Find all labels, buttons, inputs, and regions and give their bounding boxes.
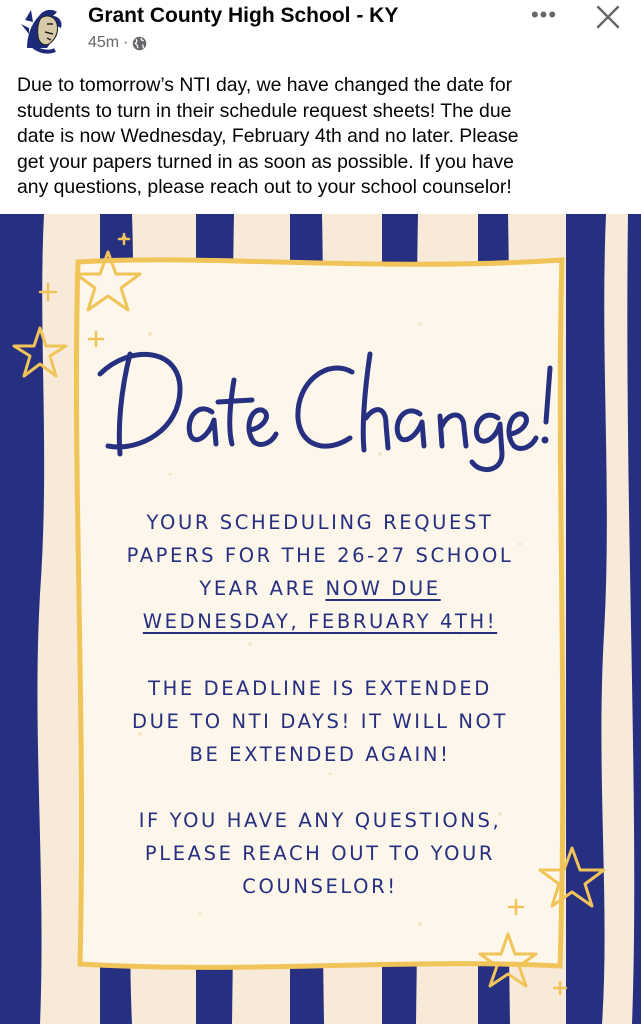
post-text-line: date is now Wednesday, February 4th and no later. Please (17, 125, 519, 148)
notice-block-1 (40, 506, 600, 638)
notice-line (40, 572, 600, 605)
notice-line: COUNSELOR! (242, 875, 398, 898)
post-text (17, 73, 627, 201)
post-timestamp[interactable]: 45m (88, 34, 120, 51)
notice-line: THE DEADLINE IS EXTENDED (148, 677, 492, 700)
post-image[interactable] (0, 214, 641, 1024)
notice-fragment: YEAR ARE (199, 577, 326, 600)
notice-line: DUE TO NTI DAYS! IT WILL NOT (132, 710, 508, 733)
post-text-line: any questions, please reach out to your school counselor! (17, 176, 512, 199)
meta-separator: · (123, 34, 129, 51)
more-options-button[interactable]: ••• (530, 2, 558, 27)
post-text-line: students to turn in their schedule request sheets! The due (17, 99, 512, 122)
post-header (0, 0, 641, 62)
notice-line: PLEASE REACH OUT TO YOUR (144, 842, 496, 865)
notice-block-2 (40, 672, 600, 771)
post-text-line: Due to tomorrow’s NTI day, we have changed the date for (17, 74, 513, 96)
close-icon[interactable] (592, 2, 624, 34)
notice-line: IF YOU HAVE ANY QUESTIONS, (138, 809, 502, 832)
due-date-emphasis: NOW DUE (325, 577, 441, 600)
page-name-link[interactable]: Grant County High School - KY (88, 4, 399, 27)
notice-line: YOUR SCHEDULING REQUEST (146, 511, 494, 534)
headline-lettering (90, 334, 560, 474)
due-date-line: WEDNESDAY, FEBRUARY 4TH! (142, 610, 498, 633)
post-text-line: get your papers turned in as soon as possible. If you have (17, 150, 514, 173)
notice-block-3 (40, 804, 600, 903)
post-meta (88, 34, 147, 52)
page-avatar[interactable] (17, 2, 73, 58)
globe-icon (132, 36, 147, 51)
notice-line: BE EXTENDED AGAIN! (189, 743, 451, 766)
notice-line: PAPERS FOR THE 26-27 SCHOOL (126, 544, 514, 567)
